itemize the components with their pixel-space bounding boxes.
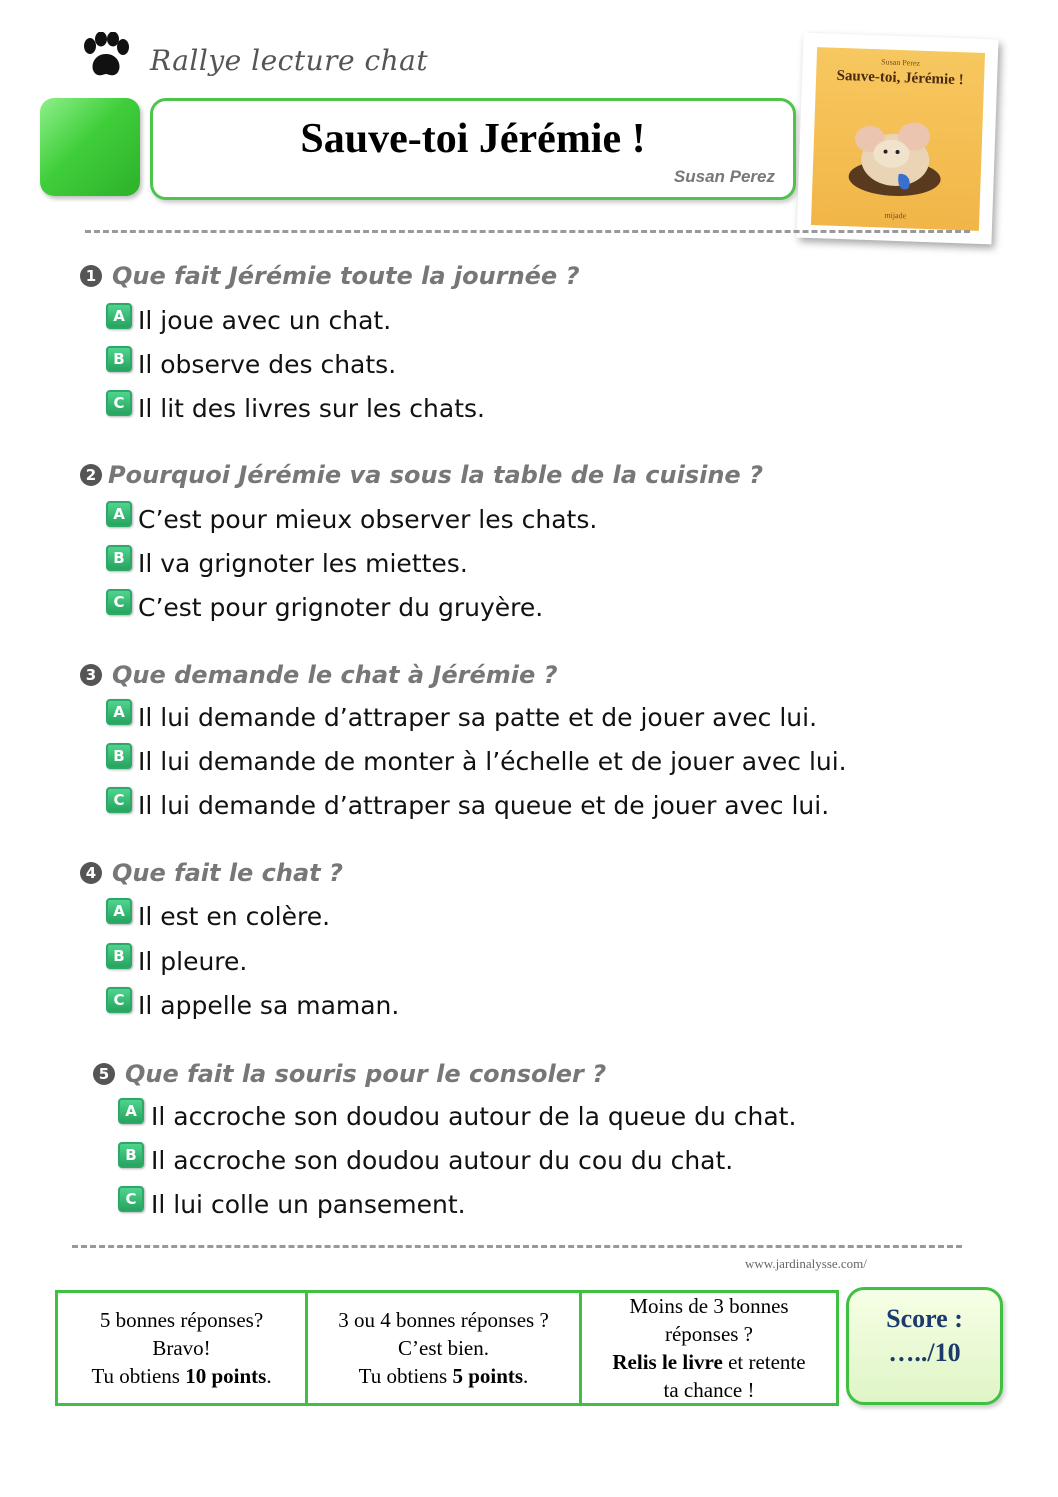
title-box (150, 98, 796, 200)
question-text: Que fait la souris pour le consoler ? (125, 1060, 607, 1088)
question-text: Que fait Jérémie toute la journée ? (112, 262, 580, 290)
green-decor-square (40, 98, 140, 196)
scoring-cell-3-4 (308, 1293, 582, 1403)
option-text: Il appelle sa maman. (138, 991, 400, 1020)
score-label: Score : (886, 1304, 963, 1333)
option-badge-c: C (118, 1186, 144, 1212)
scoring-cell-5 (58, 1293, 308, 1403)
option-badge-b: B (106, 743, 132, 769)
option-badge-c: C (106, 589, 132, 615)
option-text: C’est pour mieux observer les chats. (138, 505, 598, 534)
option-badge-a: A (106, 898, 132, 924)
question-text: Que demande le chat à Jérémie ? (112, 661, 558, 689)
option-text: Il lui demande d’attraper sa patte et de jouer avec lui. (138, 703, 818, 732)
option-text: Il va grignoter les miettes. (138, 549, 468, 578)
option-text: Il accroche son doudou autour du cou du chat. (151, 1146, 734, 1175)
scoring-line: réponses ? (664, 1322, 754, 1346)
question-5 (93, 1060, 606, 1088)
scoring-line: Moins de 3 bonnes (629, 1294, 789, 1318)
series-label: Rallye lecture chat (150, 44, 429, 77)
divider-top (85, 230, 970, 233)
option-text: Il accroche son doudou autour de la queue du chat. (151, 1102, 797, 1131)
option-badge-a: A (118, 1098, 144, 1124)
question-1 (80, 262, 579, 290)
option-text: C’est pour grignoter du gruyère. (138, 593, 544, 622)
option-badge-b: B (106, 545, 132, 571)
option-text: Il lui colle un pansement. (151, 1190, 466, 1219)
option-text: Il lui demande de monter à l’échelle et de jouer avec lui. (138, 747, 847, 776)
question-text: Que fait le chat ? (112, 859, 343, 887)
question-number: 1 (80, 265, 102, 287)
option-badge-c: C (106, 987, 132, 1013)
mouse-illustration (832, 96, 964, 210)
cover-title: Sauve-toi, Jérémie ! (836, 67, 964, 89)
option-badge-a: A (106, 303, 132, 329)
scoring-line: Relis le livre et retente (612, 1350, 806, 1374)
option-text: Il lui demande d’attraper sa queue et de jouer avec lui. (138, 791, 830, 820)
scoring-line: 3 ou 4 bonnes réponses ? (338, 1308, 549, 1332)
book-title: Sauve-toi Jérémie ! (300, 116, 646, 162)
divider-bottom (72, 1245, 962, 1248)
scoring-table (55, 1290, 839, 1406)
scoring-line: ta chance ! (663, 1378, 755, 1402)
question-3 (80, 661, 558, 689)
option-text: Il joue avec un chat. (138, 306, 392, 335)
option-badge-a: A (106, 501, 132, 527)
book-author: Susan Perez (673, 167, 775, 186)
score-box (846, 1287, 1003, 1405)
cover-publisher: mijade (884, 210, 907, 221)
scoring-line: Bravo! (152, 1336, 211, 1360)
question-number: 3 (80, 664, 102, 686)
option-badge-b: B (106, 346, 132, 372)
option-text: Il observe des chats. (138, 350, 397, 379)
cover-author: Susan Perez (881, 57, 921, 68)
option-badge-a: A (106, 699, 132, 725)
question-2 (80, 461, 763, 489)
option-text: Il lit des livres sur les chats. (138, 394, 485, 423)
question-number: 2 (80, 464, 102, 486)
option-text: Il est en colère. (138, 902, 331, 931)
scoring-line: Tu obtiens 10 points. (91, 1364, 272, 1388)
cover-artwork (811, 47, 985, 231)
option-badge-b: B (118, 1142, 144, 1168)
option-badge-c: C (106, 787, 132, 813)
option-badge-b: B (106, 943, 132, 969)
question-number: 4 (80, 862, 102, 884)
book-cover (796, 33, 998, 245)
scoring-line: C’est bien. (398, 1336, 489, 1360)
question-number: 5 (93, 1063, 115, 1085)
option-text: Il pleure. (138, 947, 248, 976)
option-badge-c: C (106, 390, 132, 416)
site-url: www.jardinalysse.com/ (745, 1256, 867, 1271)
score-value: …../10 (888, 1338, 961, 1367)
scoring-cell-less-3 (582, 1293, 836, 1403)
scoring-line: Tu obtiens 5 points. (358, 1364, 529, 1388)
paw-print-icon (80, 32, 132, 80)
question-text: Pourquoi Jérémie va sous la table de la cuisine ? (108, 461, 763, 489)
question-4 (80, 859, 343, 887)
scoring-line: 5 bonnes réponses? (99, 1308, 264, 1332)
